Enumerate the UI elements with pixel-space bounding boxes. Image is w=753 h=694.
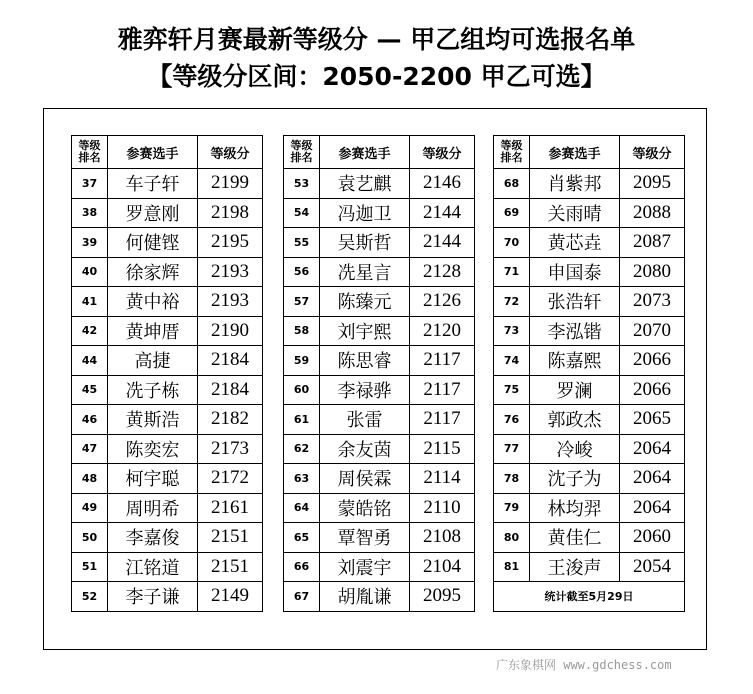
ranking-table-2 [283, 135, 475, 612]
rank-cell: 65 [284, 523, 320, 553]
player-name-cell: 肖紫邦 [530, 169, 620, 199]
table-row [72, 493, 263, 523]
rank-cell: 47 [72, 434, 108, 464]
player-name-cell: 罗澜 [530, 375, 620, 405]
rank-cell: 39 [72, 228, 108, 258]
score-cell: 2064 [620, 434, 685, 464]
score-cell: 2065 [620, 405, 685, 435]
table-row [72, 552, 263, 582]
table-header-row [72, 136, 263, 169]
score-cell: 2117 [410, 375, 475, 405]
rank-header: 等级 排名 [284, 136, 320, 169]
table-row [72, 228, 263, 258]
player-name-cell: 王浚声 [530, 552, 620, 582]
table-row [284, 287, 475, 317]
table-row [284, 198, 475, 228]
rank-cell: 60 [284, 375, 320, 405]
player-name-cell: 郭政杰 [530, 405, 620, 435]
rank-cell: 46 [72, 405, 108, 435]
score-cell: 2144 [410, 198, 475, 228]
player-name-cell: 高捷 [108, 346, 198, 376]
note-row [494, 582, 685, 612]
rank-cell: 77 [494, 434, 530, 464]
table-row [284, 169, 475, 199]
score-cell: 2060 [620, 523, 685, 553]
rank-cell: 62 [284, 434, 320, 464]
page-title: 雅弈轩月赛最新等级分 — 甲乙组均可选报名单 [117, 25, 636, 54]
rank-cell: 80 [494, 523, 530, 553]
rank-cell: 55 [284, 228, 320, 258]
player-name-cell: 张浩轩 [530, 287, 620, 317]
player-name-cell: 黄芯垚 [530, 228, 620, 258]
table-row [494, 464, 685, 494]
score-cell: 2184 [198, 346, 263, 376]
player-name-cell: 冷峻 [530, 434, 620, 464]
rank-cell: 69 [494, 198, 530, 228]
rank-cell: 48 [72, 464, 108, 494]
score-cell: 2080 [620, 257, 685, 287]
player-name-cell: 黄斯浩 [108, 405, 198, 435]
rank-cell: 57 [284, 287, 320, 317]
player-name-cell: 罗意刚 [108, 198, 198, 228]
rank-cell: 52 [72, 582, 108, 612]
player-name-cell: 申国泰 [530, 257, 620, 287]
score-cell: 2070 [620, 316, 685, 346]
rank-cell: 49 [72, 493, 108, 523]
score-cell: 2088 [620, 198, 685, 228]
rank-cell: 38 [72, 198, 108, 228]
rank-cell: 66 [284, 552, 320, 582]
player-name-cell: 袁艺麒 [320, 169, 410, 199]
table-row [72, 434, 263, 464]
table-row [494, 405, 685, 435]
rank-cell: 58 [284, 316, 320, 346]
score-cell: 2126 [410, 287, 475, 317]
score-cell: 2087 [620, 228, 685, 258]
score-cell: 2066 [620, 375, 685, 405]
score-cell: 2114 [410, 464, 475, 494]
rank-cell: 41 [72, 287, 108, 317]
table-row [72, 346, 263, 376]
rank-cell: 56 [284, 257, 320, 287]
player-name-cell: 蒙皓铭 [320, 493, 410, 523]
player-name-cell: 陈臻元 [320, 287, 410, 317]
player-name-cell: 周明希 [108, 493, 198, 523]
score-cell: 2199 [198, 169, 263, 199]
table-row [494, 198, 685, 228]
player-name-cell: 余友茵 [320, 434, 410, 464]
score-cell: 2064 [620, 493, 685, 523]
player-name-cell: 何健铿 [108, 228, 198, 258]
player-name-cell: 徐家辉 [108, 257, 198, 287]
rank-cell: 68 [494, 169, 530, 199]
rank-cell: 51 [72, 552, 108, 582]
rank-cell: 54 [284, 198, 320, 228]
table-row [284, 257, 475, 287]
score-header: 等级分 [620, 136, 685, 169]
player-name-cell: 关雨晴 [530, 198, 620, 228]
rank-cell: 37 [72, 169, 108, 199]
score-cell: 2128 [410, 257, 475, 287]
rank-cell: 45 [72, 375, 108, 405]
table-row [494, 552, 685, 582]
score-cell: 2095 [410, 582, 475, 612]
score-cell: 2151 [198, 552, 263, 582]
player-name-cell: 胡胤谦 [320, 582, 410, 612]
player-name-cell: 冼子栋 [108, 375, 198, 405]
rank-cell: 74 [494, 346, 530, 376]
table-row [494, 257, 685, 287]
player-header: 参赛选手 [530, 136, 620, 169]
score-cell: 2115 [410, 434, 475, 464]
player-name-cell: 李禄骅 [320, 375, 410, 405]
player-name-cell: 柯宇聪 [108, 464, 198, 494]
rank-cell: 67 [284, 582, 320, 612]
rank-cell: 59 [284, 346, 320, 376]
score-cell: 2193 [198, 287, 263, 317]
player-name-cell: 黄佳仁 [530, 523, 620, 553]
table-row [72, 523, 263, 553]
player-name-cell: 刘宇熙 [320, 316, 410, 346]
table-row [494, 228, 685, 258]
rank-cell: 76 [494, 405, 530, 435]
rank-cell: 81 [494, 552, 530, 582]
rank-cell: 79 [494, 493, 530, 523]
table-row [72, 316, 263, 346]
score-cell: 2144 [410, 228, 475, 258]
player-name-cell: 江铭道 [108, 552, 198, 582]
score-cell: 2190 [198, 316, 263, 346]
player-name-cell: 覃智勇 [320, 523, 410, 553]
player-name-cell: 黄中裕 [108, 287, 198, 317]
rank-cell: 50 [72, 523, 108, 553]
player-name-cell: 沈子为 [530, 464, 620, 494]
table-row [494, 434, 685, 464]
table-row [72, 198, 263, 228]
score-cell: 2108 [410, 523, 475, 553]
player-name-cell: 李子谦 [108, 582, 198, 612]
score-cell: 2066 [620, 346, 685, 376]
rank-cell: 53 [284, 169, 320, 199]
score-cell: 2173 [198, 434, 263, 464]
table-row [284, 434, 475, 464]
score-header: 等级分 [198, 136, 263, 169]
table-row [72, 257, 263, 287]
player-name-cell: 吴斯哲 [320, 228, 410, 258]
rank-cell: 44 [72, 346, 108, 376]
player-name-cell: 李嘉俊 [108, 523, 198, 553]
player-name-cell: 李泓锴 [530, 316, 620, 346]
player-name-cell: 陈思睿 [320, 346, 410, 376]
ranking-table-3 [493, 135, 685, 612]
ranking-table-1 [71, 135, 263, 612]
rank-header: 等级 排名 [72, 136, 108, 169]
table-row [494, 375, 685, 405]
table-row [284, 464, 475, 494]
table-row [284, 405, 475, 435]
rank-cell: 61 [284, 405, 320, 435]
table-row [284, 316, 475, 346]
table-header-row [284, 136, 475, 169]
table-row [494, 346, 685, 376]
page-subtitle: 【等级分区间：2050-2200 甲乙可选】 [147, 62, 606, 91]
score-cell: 2184 [198, 375, 263, 405]
score-cell: 2117 [410, 405, 475, 435]
score-cell: 2198 [198, 198, 263, 228]
rank-cell: 78 [494, 464, 530, 494]
score-header: 等级分 [410, 136, 475, 169]
score-cell: 2054 [620, 552, 685, 582]
table-header-row [494, 136, 685, 169]
stats-note: 统计截至5月29日 [494, 582, 685, 612]
table-row [494, 316, 685, 346]
score-cell: 2193 [198, 257, 263, 287]
player-name-cell: 林均羿 [530, 493, 620, 523]
player-name-cell: 黄坤厝 [108, 316, 198, 346]
table-row [284, 582, 475, 612]
table-row [284, 375, 475, 405]
table-row [494, 287, 685, 317]
player-name-cell: 陈奕宏 [108, 434, 198, 464]
score-cell: 2104 [410, 552, 475, 582]
player-header: 参赛选手 [320, 136, 410, 169]
player-name-cell: 陈嘉熙 [530, 346, 620, 376]
rank-cell: 72 [494, 287, 530, 317]
rank-cell: 40 [72, 257, 108, 287]
rank-cell: 73 [494, 316, 530, 346]
player-name-cell: 车子轩 [108, 169, 198, 199]
player-name-cell: 冼星言 [320, 257, 410, 287]
player-name-cell: 刘震宇 [320, 552, 410, 582]
table-row [284, 346, 475, 376]
rank-cell: 71 [494, 257, 530, 287]
player-name-cell: 张雷 [320, 405, 410, 435]
score-cell: 2195 [198, 228, 263, 258]
score-cell: 2161 [198, 493, 263, 523]
score-cell: 2146 [410, 169, 475, 199]
table-row [72, 405, 263, 435]
rank-header: 等级 排名 [494, 136, 530, 169]
rank-cell: 42 [72, 316, 108, 346]
player-header: 参赛选手 [108, 136, 198, 169]
score-cell: 2182 [198, 405, 263, 435]
rank-cell: 63 [284, 464, 320, 494]
score-cell: 2073 [620, 287, 685, 317]
score-cell: 2110 [410, 493, 475, 523]
rank-cell: 75 [494, 375, 530, 405]
score-cell: 2151 [198, 523, 263, 553]
table-row [72, 582, 263, 612]
score-cell: 2149 [198, 582, 263, 612]
rank-cell: 64 [284, 493, 320, 523]
table-row [284, 552, 475, 582]
watermark: 广东象棋网 www.gdchess.com [496, 658, 672, 672]
table-row [494, 523, 685, 553]
table-row [72, 169, 263, 199]
table-row [494, 169, 685, 199]
score-cell: 2095 [620, 169, 685, 199]
score-cell: 2120 [410, 316, 475, 346]
table-row [72, 464, 263, 494]
player-name-cell: 冯迦卫 [320, 198, 410, 228]
table-row [494, 493, 685, 523]
table-row [72, 287, 263, 317]
player-name-cell: 周侯霖 [320, 464, 410, 494]
table-row [284, 228, 475, 258]
score-cell: 2117 [410, 346, 475, 376]
rank-cell: 70 [494, 228, 530, 258]
score-cell: 2172 [198, 464, 263, 494]
table-row [284, 523, 475, 553]
table-row [284, 493, 475, 523]
score-cell: 2064 [620, 464, 685, 494]
table-row [72, 375, 263, 405]
